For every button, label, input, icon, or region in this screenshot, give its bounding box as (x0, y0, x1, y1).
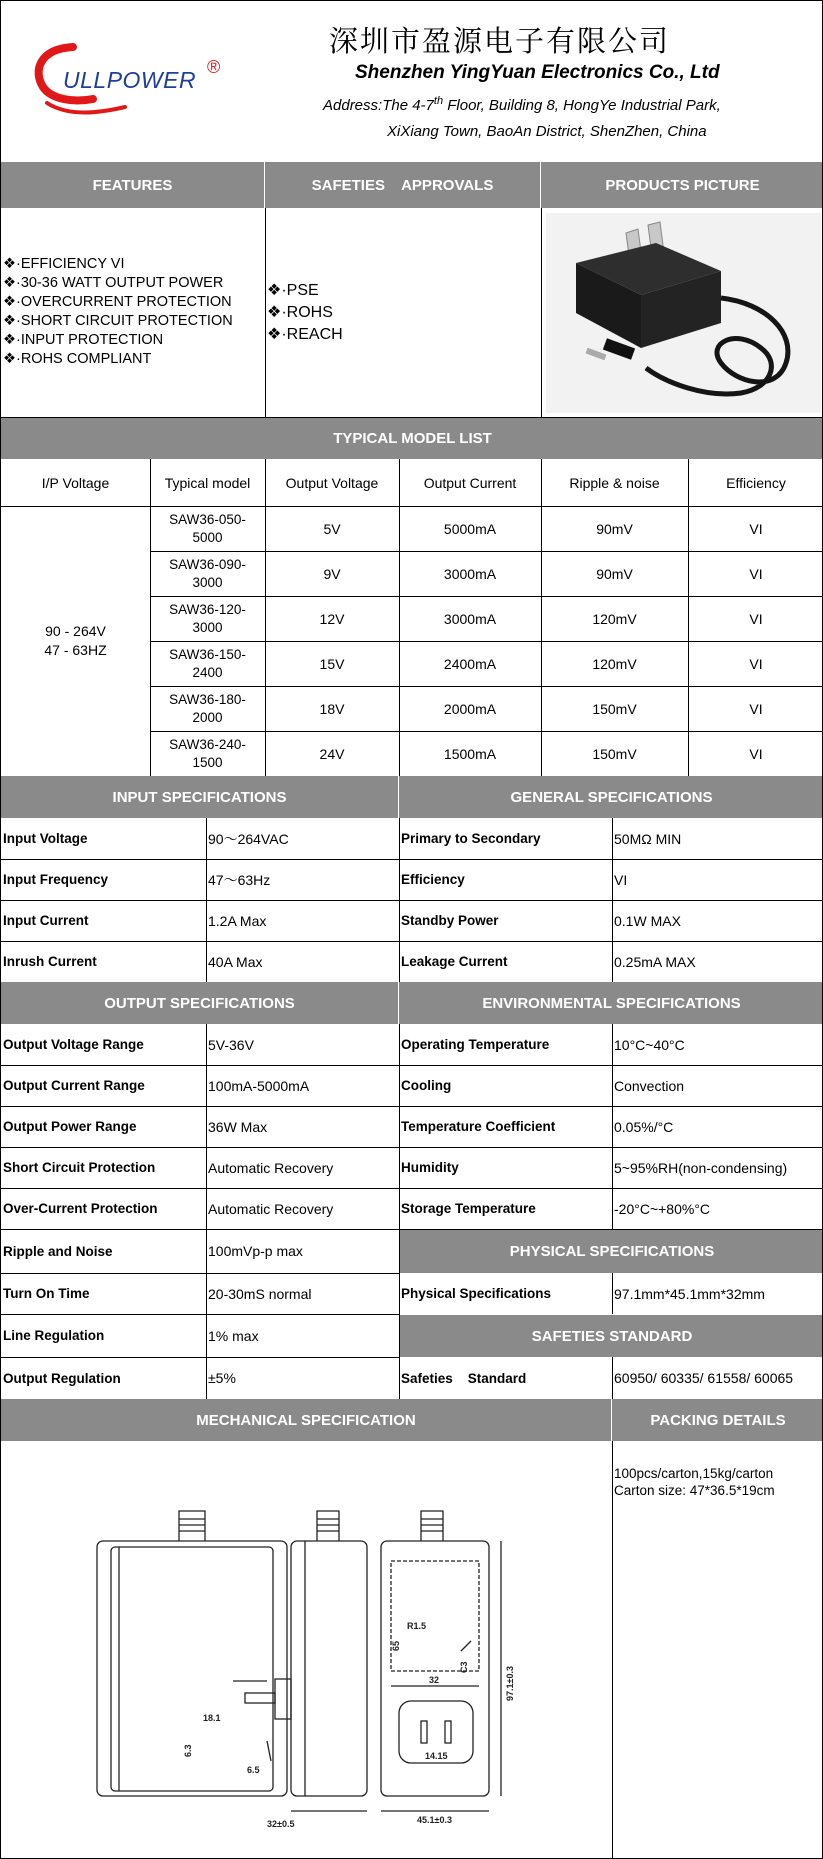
ip-voltage-value (1, 506, 150, 776)
model-name-a: SAW36-180- (169, 691, 246, 707)
model-name-a: SAW36-120- (169, 601, 246, 617)
feature-item: ❖·OVERCURRENT PROTECTION (3, 294, 232, 310)
dim-label: 32±0.5 (267, 1819, 295, 1829)
logo-text: ULLPOWER (63, 67, 197, 93)
input-spec-header: INPUT SPECIFICATIONS (1, 776, 399, 818)
dim-label: R1.5 (407, 1621, 427, 1631)
col-header-typical-model: Typical model (164, 474, 251, 491)
model-name-a: SAW36-150- (169, 646, 246, 662)
address-prefix: Address:The 4-7 (323, 97, 434, 114)
output-spec-label: Output Voltage Range (3, 1037, 144, 1052)
model-ripple: 120mV (592, 655, 637, 672)
model-current: 2000mA (443, 700, 497, 717)
output-spec-value: Automatic Recovery (208, 1159, 334, 1176)
input-spec-label: Input Current (3, 913, 89, 928)
model-name-b: 3000 (192, 619, 223, 635)
company-name-cn: 深圳市盈源电子有限公司 (329, 24, 671, 58)
address-rest: Floor, Building 8, HongYe Industrial Park, (443, 97, 721, 114)
address-sup: th (433, 95, 444, 107)
input-spec-value: 40A Max (208, 953, 263, 970)
feature-item: ❖·30-36 WATT OUTPUT POWER (3, 275, 224, 291)
col-header-ip-voltage: I/P Voltage (41, 474, 110, 491)
model-current: 1500mA (443, 745, 497, 762)
feature-item: ❖·INPUT PROTECTION (3, 332, 164, 348)
model-efficiency: VI (749, 745, 763, 762)
model-current: 2400mA (443, 655, 497, 672)
packing-line: 100pcs/carton,15kg/carton (614, 1466, 774, 1481)
ip-voltage-line2: 47 - 63HZ (44, 642, 107, 658)
general-spec-label: Standby Power (401, 913, 499, 928)
output-spec-header: OUTPUT SPECIFICATIONS (1, 982, 399, 1024)
mechanical-header: MECHANICAL SPECIFICATION (1, 1399, 612, 1441)
env-spec-label: Cooling (401, 1078, 452, 1093)
model-name (150, 596, 265, 641)
model-voltage: 5V (323, 520, 341, 537)
output-spec-value: 100mA-5000mA (208, 1077, 310, 1094)
env-spec-value: 10°C~40°C (614, 1036, 685, 1053)
model-list-header: TYPICAL MODEL LIST (1, 417, 823, 459)
model-efficiency: VI (749, 655, 763, 672)
safeties-standard-label: Safeties Standard (401, 1370, 527, 1386)
input-spec-value: 47～63Hz (208, 871, 271, 888)
output-spec-value: 100mVp-p max (208, 1243, 303, 1259)
model-name-a: SAW36-050- (169, 511, 246, 527)
model-efficiency: VI (749, 520, 763, 537)
input-spec-value: 90～264VAC (208, 830, 289, 847)
env-spec-value: -20°C~+80%°C (614, 1200, 711, 1217)
model-name-b: 2400 (192, 664, 223, 680)
model-name (150, 551, 265, 596)
dim-label: 32 (429, 1675, 440, 1685)
model-name-b: 3000 (192, 574, 223, 590)
output-spec-label: Line Regulation (3, 1328, 105, 1343)
env-spec-label: Temperature Coefficient (401, 1119, 556, 1134)
model-name (150, 731, 265, 776)
model-voltage: 12V (319, 610, 345, 627)
dim-label: 6.3 (183, 1744, 193, 1757)
product-picture (546, 213, 821, 413)
general-spec-label: Efficiency (401, 872, 465, 887)
model-ripple: 150mV (592, 700, 637, 717)
col-header-efficiency: Efficiency (726, 474, 786, 491)
physical-spec-label: Physical Specifications (401, 1286, 552, 1301)
dim-label: 45.1±0.3 (417, 1815, 452, 1825)
dim-label: 18.1 (203, 1713, 221, 1723)
input-spec-value: 1.2A Max (208, 912, 267, 929)
packing-header: PACKING DETAILS (612, 1399, 823, 1441)
model-name (150, 686, 265, 731)
model-current: 3000mA (443, 565, 497, 582)
env-spec-value: Convection (614, 1077, 685, 1094)
general-spec-value: VI (614, 871, 628, 888)
env-spec-header: ENVIRONMENTAL SPECIFICATIONS (399, 982, 823, 1024)
model-efficiency: VI (749, 700, 763, 717)
dim-label: C3 (459, 1661, 469, 1673)
output-spec-label: Ripple and Noise (3, 1243, 113, 1259)
packing-details (614, 1465, 822, 1499)
general-spec-value: 0.1W MAX (614, 912, 681, 929)
output-spec-value: Automatic Recovery (208, 1200, 334, 1217)
dim-label: 65 (391, 1640, 401, 1651)
input-spec-label: Input Voltage (3, 831, 88, 846)
input-spec-label: Input Frequency (3, 872, 109, 887)
features-header: FEATURES (1, 162, 265, 208)
col-header-ripple: Ripple & noise (569, 474, 660, 491)
output-spec-label: Output Current Range (3, 1078, 145, 1093)
model-ripple: 150mV (592, 745, 637, 762)
safeties-standard-value: 60950/ 60335/ 61558/ 60065 (614, 1370, 794, 1386)
company-logo (29, 41, 229, 121)
general-spec-label: Primary to Secondary (401, 831, 541, 846)
output-spec-label: Short Circuit Protection (3, 1160, 156, 1175)
model-name-a: SAW36-240- (169, 736, 246, 752)
safety-item: ❖·ROHS (267, 304, 333, 321)
model-ripple: 90mV (596, 520, 633, 537)
model-efficiency: VI (749, 610, 763, 627)
dim-label: 97.1±0.3 (505, 1666, 515, 1701)
col-header-output-current: Output Current (423, 474, 517, 491)
logo-registered: ® (207, 57, 221, 77)
ip-voltage-line1: 90 - 264V (45, 623, 106, 639)
model-voltage: 18V (319, 700, 345, 717)
general-spec-label: Leakage Current (401, 954, 508, 969)
output-spec-value: 36W Max (208, 1118, 268, 1135)
feature-item: ❖·ROHS COMPLIANT (3, 351, 152, 367)
input-spec-label: Inrush Current (3, 954, 97, 969)
safeties-header: SAFETIES APPROVALS (265, 162, 541, 208)
output-spec-value: 20-30mS normal (208, 1285, 312, 1302)
general-spec-value: 50MΩ MIN (614, 830, 682, 847)
safety-item: ❖·PSE (267, 282, 319, 299)
features-list (3, 255, 263, 369)
physical-spec-header: PHYSICAL SPECIFICATIONS (400, 1230, 823, 1273)
dim-label: 6.5 (247, 1765, 260, 1775)
feature-item: ❖·EFFICIENCY VI (3, 256, 125, 272)
safety-item: ❖·REACH (267, 326, 343, 343)
company-name-en: Shenzhen YingYuan Electronics Co., Ltd (355, 62, 720, 83)
col-header-output-voltage: Output Voltage (285, 474, 379, 491)
safeties-standard-header: SAFETIES STANDARD (400, 1315, 823, 1357)
model-current: 3000mA (443, 610, 497, 627)
company-address (323, 90, 823, 117)
model-name-b: 2000 (192, 709, 223, 725)
env-spec-value: 5~95%RH(non-condensing) (614, 1159, 788, 1176)
dim-label: 14.15 (425, 1751, 448, 1761)
env-spec-label: Operating Temperature (401, 1037, 550, 1052)
output-spec-label: Output Regulation (3, 1370, 121, 1386)
feature-item: ❖·SHORT CIRCUIT PROTECTION (3, 313, 233, 329)
packing-line: Carton size: 47*36.5*19cm (614, 1483, 775, 1498)
env-spec-label: Humidity (401, 1160, 459, 1175)
model-name-b: 1500 (192, 754, 223, 770)
general-spec-header: GENERAL SPECIFICATIONS (399, 776, 823, 818)
model-ripple: 120mV (592, 610, 637, 627)
physical-spec-value: 97.1mm*45.1mm*32mm (614, 1285, 765, 1302)
model-name-b: 5000 (192, 529, 223, 545)
output-spec-label: Turn On Time (3, 1286, 90, 1301)
model-ripple: 90mV (596, 565, 633, 582)
output-spec-value: ±5% (208, 1370, 236, 1386)
model-efficiency: VI (749, 565, 763, 582)
mechanical-drawing (81, 1501, 521, 1831)
env-spec-value: 0.05%/°C (614, 1118, 674, 1135)
model-name (150, 641, 265, 686)
model-voltage: 15V (319, 655, 345, 672)
env-spec-label: Storage Temperature (401, 1201, 536, 1216)
products-header: PRODUCTS PICTURE (541, 162, 823, 208)
output-spec-value: 1% max (208, 1327, 259, 1344)
model-voltage: 24V (319, 745, 345, 762)
output-spec-value: 5V-36V (208, 1036, 254, 1053)
output-spec-label: Over-Current Protection (3, 1201, 158, 1216)
safeties-list (267, 280, 537, 346)
general-spec-value: 0.25mA MAX (614, 953, 696, 970)
model-name (150, 506, 265, 551)
model-name-a: SAW36-090- (169, 556, 246, 572)
company-address-line2: XiXiang Town, BaoAn District, ShenZhen, China (387, 123, 707, 140)
output-spec-label: Output Power Range (3, 1119, 137, 1134)
model-voltage: 9V (323, 565, 341, 582)
model-current: 5000mA (443, 520, 497, 537)
